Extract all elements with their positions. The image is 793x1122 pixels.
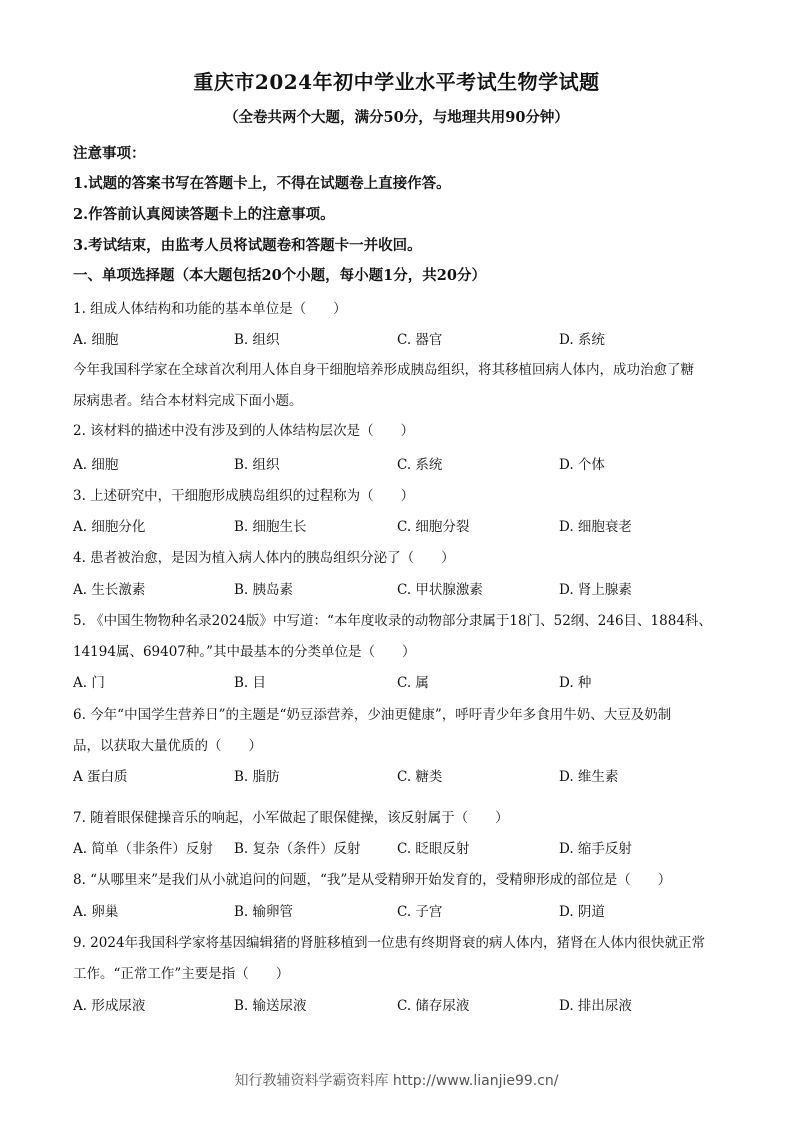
option-d: D. 肾上腺素	[559, 582, 632, 598]
option-a: A. 形成尿液	[73, 998, 146, 1014]
question-stem: 8. “从哪里来”是我们从小就追问的问题，“我”是从受精卵开始发育的，受精卵形成的部位是（ ）	[73, 872, 672, 888]
option-a: A. 门	[73, 675, 105, 691]
option-d: D. 个体	[559, 457, 605, 473]
notice-item: 2.作答前认真阅读答题卡上的注意事项。	[73, 206, 335, 223]
option-b: B. 脂肪	[234, 769, 280, 785]
page-subtitle: （全卷共两个大题，满分50分，与地理共用90分钟）	[224, 109, 569, 126]
option-c: C. 细胞分裂	[397, 519, 470, 535]
option-b: B. 细胞生长	[234, 519, 307, 535]
option-d: D. 系统	[559, 332, 605, 348]
question-stem: 14194属、69407种。”其中最基本的分类单位是（ ）	[73, 644, 416, 660]
question-stem: 9. 2024年我国科学家将基因编辑猪的肾脏移植到一位患有终期肾衰的病人体内，猪肾在人体内很快就正常	[73, 935, 706, 951]
option-a: A 蛋白质	[73, 769, 128, 785]
question-stem: 3. 上述研究中，干细胞形成胰岛组织的过程称为（ ）	[73, 488, 415, 504]
option-c: C. 器官	[397, 332, 443, 348]
option-d: D. 细胞衰老	[559, 519, 632, 535]
question-stem: 7. 随着眼保健操音乐的响起，小军做起了眼保健操，该反射属于（ ）	[73, 810, 509, 826]
question-stem: 4. 患者被治愈，是因为植入病人体内的胰岛组织分泌了（ ）	[73, 550, 455, 566]
option-c: C. 储存尿液	[397, 998, 470, 1014]
option-a: A. 卵巢	[73, 904, 119, 920]
option-a: A. 简单（非条件）反射	[73, 841, 213, 857]
option-a: A. 细胞分化	[73, 519, 146, 535]
question-stem: 6. 今年“中国学生营养日”的主题是“奶豆添营养，少油更健康”，呼吁青少年多食用牛奶、大豆及奶制	[73, 707, 672, 723]
option-d: D. 阴道	[559, 904, 605, 920]
option-c: C. 子宫	[397, 904, 443, 920]
question-stem: 1. 组成人体结构和功能的基本单位是（ ）	[73, 301, 347, 317]
option-c: C. 属	[397, 675, 429, 691]
option-c: C. 甲状腺激素	[397, 582, 483, 598]
material-text: 今年我国科学家在全球首次利用人体自身干细胞培养形成胰岛组织，将其移植回病人体内，成功治愈了糖	[73, 362, 694, 378]
question-stem: 5. 《中国生物物种名录2024版》中写道：“本年度收录的动物部分隶属于18门、52纲、246目、1884科、	[73, 613, 712, 629]
material-text: 尿病患者。结合本材料完成下面小题。	[73, 393, 303, 409]
option-c: C. 系统	[397, 457, 443, 473]
option-b: B. 组织	[234, 457, 280, 473]
option-d: D. 种	[559, 675, 592, 691]
option-c: C. 糖类	[397, 769, 443, 785]
notice-heading: 注意事项：	[73, 145, 146, 162]
option-b: B. 输卵管	[234, 904, 294, 920]
option-b: B. 组织	[234, 332, 280, 348]
section-heading: 一、单项选择题（本大题包括20个小题，每小题1分，共20分）	[73, 267, 486, 284]
option-b: B. 胰岛素	[234, 582, 294, 598]
question-stem: 工作。“正常工作”主要是指（ ）	[73, 966, 290, 982]
option-b: B. 目	[234, 675, 267, 691]
option-c: C. 眨眼反射	[397, 841, 470, 857]
footer-watermark: 知行教辅资料学霸资料库 http://www.lianjie99.cn/	[234, 1073, 559, 1089]
notice-item: 1.试题的答案书写在答题卡上，不得在试题卷上直接作答。	[73, 175, 451, 192]
option-d: D. 缩手反射	[559, 841, 632, 857]
option-b: B. 复杂（条件）反射	[234, 841, 361, 857]
option-a: A. 生长激素	[73, 582, 146, 598]
option-a: A. 细胞	[73, 457, 119, 473]
option-a: A. 细胞	[73, 332, 119, 348]
option-b: B. 输送尿液	[234, 998, 307, 1014]
question-stem: 2. 该材料的描述中没有涉及到的人体结构层次是（ ）	[73, 423, 415, 439]
page-title: 重庆市2024年初中学业水平考试生物学试题	[193, 70, 600, 94]
option-d: D. 维生素	[559, 769, 619, 785]
question-stem: 品，以获取大量优质的（ ）	[73, 738, 262, 754]
notice-item: 3.考试结束，由监考人员将试题卷和答题卡一并收回。	[73, 237, 422, 254]
option-d: D. 排出尿液	[559, 998, 632, 1014]
